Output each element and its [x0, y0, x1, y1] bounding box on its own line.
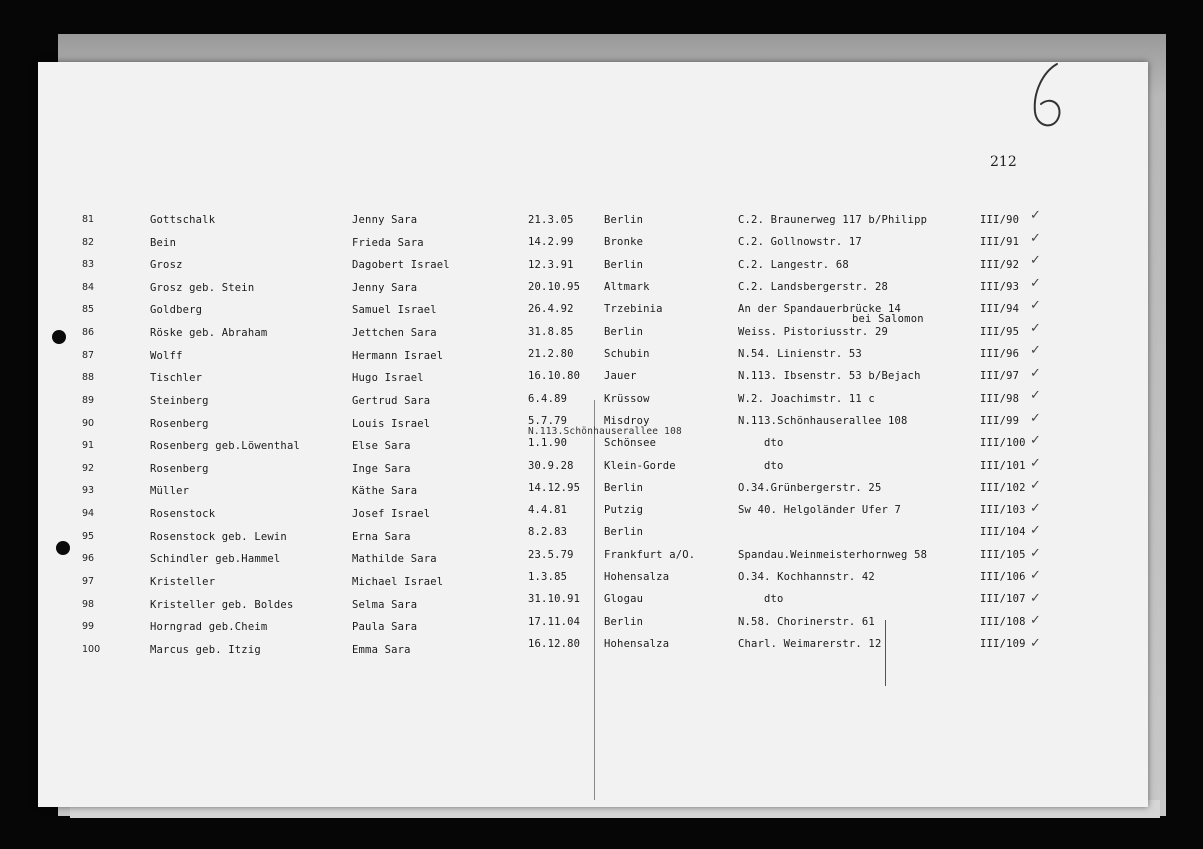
reference-number: III/100	[980, 437, 1026, 450]
address: An der Spandauerbrücke 14	[738, 303, 902, 316]
entry-number: 87	[82, 349, 95, 361]
surname: Rosenberg	[150, 462, 209, 475]
birth-date: 14.12.95	[528, 481, 581, 494]
given-names: Jenny Sara	[352, 214, 418, 226]
given-names: Emma Sara	[352, 643, 411, 656]
birth-date: 8.2.83	[528, 526, 568, 539]
birthplace: Glogau	[604, 593, 644, 606]
address: O.34. Kochhannstr. 42	[738, 571, 875, 584]
reference-number: III/104	[980, 526, 1026, 539]
birth-date: 1.1.90	[528, 437, 568, 450]
check-mark-icon: ✓	[1030, 253, 1041, 268]
birth-date: 1.3.85	[528, 571, 568, 584]
address: Charl. Weimarerstr. 12	[738, 638, 882, 651]
birthplace: Hohensalza	[604, 638, 670, 651]
birth-date: 16.12.80	[528, 638, 581, 651]
address: C.2. Gollnowstr. 17	[738, 236, 862, 249]
reference-number: III/103	[980, 504, 1026, 517]
reference-number: III/101	[980, 459, 1026, 472]
given-names: Frieda Sara	[352, 236, 424, 249]
entry-number: 86	[82, 327, 95, 339]
birthplace: Berlin	[604, 214, 644, 226]
reference-number: III/105	[980, 548, 1026, 561]
reference-number: III/91	[980, 236, 1020, 249]
check-mark-icon: ✓	[1030, 298, 1041, 313]
reference-number: III/93	[980, 280, 1020, 293]
surname: Rosenberg	[150, 417, 209, 430]
address-extra: bei Salomon	[852, 313, 924, 325]
entry-number: 89	[82, 394, 95, 406]
birthplace: Schönsee	[604, 437, 657, 450]
address: C.2. Braunerweg 117 b/Philipp	[738, 214, 928, 226]
entry-number: 91	[82, 440, 95, 452]
birthplace: Putzig	[604, 504, 644, 517]
check-mark-icon: ✓	[1030, 545, 1041, 561]
birth-date: 21.2.80	[528, 347, 574, 360]
birth-date: 31.10.91	[528, 593, 581, 606]
birth-date: 5.7.79	[528, 414, 568, 427]
surname: Bein	[150, 236, 177, 249]
address: N.54. Linienstr. 53	[738, 347, 862, 360]
surname: Gottschalk	[150, 214, 216, 226]
given-names: Inge Sara	[352, 462, 411, 475]
check-mark-icon: ✓	[1030, 320, 1041, 336]
entry-number: 94	[82, 508, 95, 520]
reference-number: III/102	[980, 481, 1026, 494]
check-mark-icon: ✓	[1030, 613, 1041, 628]
reference-number: III/95	[980, 325, 1020, 338]
birth-date: 4.4.81	[528, 504, 568, 517]
check-mark-icon: ✓	[1030, 568, 1041, 583]
birthplace: Berlin	[604, 325, 644, 338]
surname: Grosz geb. Stein	[150, 281, 255, 294]
check-mark-icon: ✓	[1030, 590, 1041, 606]
entry-number: 100	[82, 643, 101, 655]
birthplace: Hohensalza	[604, 571, 670, 584]
entry-number: 96	[82, 553, 95, 565]
check-mark-icon: ✓	[1030, 500, 1041, 516]
surname: Tischler	[150, 372, 203, 385]
entry-number: 85	[82, 304, 95, 316]
birth-date: 31.8.85	[528, 325, 574, 338]
punch-hole-lower	[56, 541, 70, 555]
birth-date: 20.10.95	[528, 280, 581, 293]
check-mark-icon: ✓	[1030, 478, 1041, 493]
entry-number: 93	[82, 485, 95, 497]
birthplace: Berlin	[604, 526, 644, 539]
given-names: Jenny Sara	[352, 281, 418, 294]
check-mark-icon: ✓	[1030, 388, 1041, 403]
birth-date: 30.9.28	[528, 459, 574, 472]
punch-hole-upper	[52, 330, 66, 344]
reference-number: III/107	[980, 593, 1026, 606]
birthplace: Misdroy	[604, 414, 650, 427]
given-names: Hermann Israel	[352, 349, 444, 362]
check-mark-icon: ✓	[1030, 410, 1041, 426]
birth-date: 14.2.99	[528, 236, 574, 249]
birthplace: Berlin	[604, 615, 644, 628]
reference-number: III/106	[980, 571, 1026, 584]
surname: Rosenstock geb. Lewin	[150, 530, 287, 543]
overtyped-address: N.113.Schönhauserallee 108	[528, 425, 682, 437]
address: dto	[764, 459, 784, 472]
birthplace: Trzebinia	[604, 303, 663, 316]
birth-date: 12.3.91	[528, 258, 574, 271]
birth-date: 16.10.80	[528, 370, 581, 383]
birth-date: 23.5.79	[528, 548, 574, 561]
surname: Wolff	[150, 349, 183, 362]
reference-number: III/108	[980, 615, 1026, 628]
check-mark-icon: ✓	[1030, 365, 1041, 381]
column-rule	[885, 620, 886, 686]
birthplace: Jauer	[604, 370, 637, 383]
birthplace: Berlin	[604, 258, 644, 271]
given-names: Else Sara	[352, 440, 411, 453]
birthplace: Schubin	[604, 347, 650, 360]
given-names: Dagobert Israel	[352, 259, 450, 272]
birthplace: Frankfurt a/O.	[604, 548, 696, 561]
address: N.113. Ibsenstr. 53 b/Bejach	[738, 370, 921, 383]
birthplace: Altmark	[604, 280, 650, 293]
page-number: 212	[990, 154, 1017, 170]
given-names: Paula Sara	[352, 621, 418, 634]
given-names: Erna Sara	[352, 530, 411, 543]
given-names: Mathilde Sara	[352, 553, 437, 566]
reference-number: III/96	[980, 347, 1020, 360]
entry-number: 95	[82, 530, 95, 542]
folio-mark	[1025, 58, 1075, 138]
entry-number: 99	[82, 621, 95, 633]
surname: Müller	[150, 485, 190, 498]
entry-number: 82	[82, 236, 95, 248]
address: Sw 40. Helgoländer Ufer 7	[738, 504, 902, 517]
surname: Rosenberg geb.Löwenthal	[150, 440, 300, 453]
surname: Kristeller geb. Boldes	[150, 598, 294, 611]
given-names: Hugo Israel	[352, 372, 424, 385]
entry-number: 81	[82, 214, 95, 225]
surname: Grosz	[150, 259, 183, 272]
address: dto	[764, 593, 784, 606]
address: C.2. Langestr. 68	[738, 258, 849, 271]
surname: Marcus geb. Itzig	[150, 643, 261, 656]
check-mark-icon: ✓	[1030, 275, 1041, 291]
entry-number: 98	[82, 598, 95, 610]
reference-number: III/94	[980, 303, 1020, 316]
reference-number: III/109	[980, 638, 1026, 651]
address: Weiss. Pistoriusstr. 29	[738, 325, 888, 338]
surname: Schindler geb.Hammel	[150, 553, 281, 566]
entry-number: 90	[82, 417, 95, 429]
given-names: Gertrud Sara	[352, 394, 431, 407]
address: N.58. Chorinerstr. 61	[738, 615, 875, 628]
check-mark-icon: ✓	[1030, 433, 1041, 448]
surname: Goldberg	[150, 304, 203, 317]
birth-date: 17.11.04	[528, 615, 581, 628]
given-names: Käthe Sara	[352, 485, 418, 498]
entry-number: 97	[82, 575, 95, 587]
birthplace: Bronke	[604, 236, 644, 249]
check-mark-icon: ✓	[1030, 343, 1041, 358]
address: O.34.Grünbergerstr. 25	[738, 481, 882, 494]
check-mark-icon: ✓	[1030, 455, 1041, 471]
address: C.2. Landsbergerstr. 28	[738, 280, 888, 293]
entry-number: 83	[82, 259, 95, 271]
given-names: Jettchen Sara	[352, 327, 437, 340]
check-mark-icon: ✓	[1030, 635, 1041, 651]
surname: Kristeller	[150, 575, 216, 588]
surname: Steinberg	[150, 394, 209, 407]
given-names: Michael Israel	[352, 575, 444, 588]
reference-number: III/99	[980, 414, 1020, 427]
birthplace: Berlin	[604, 481, 644, 494]
surname: Röske geb. Abraham	[150, 327, 268, 340]
given-names: Selma Sara	[352, 598, 418, 611]
entry-number: 88	[82, 372, 95, 384]
birth-date: 21.3.05	[528, 214, 574, 226]
entry-number: 92	[82, 462, 95, 474]
address: W.2. Joachimstr. 11 c	[738, 392, 875, 405]
given-names: Samuel Israel	[352, 304, 437, 317]
entry-number: 84	[82, 281, 95, 293]
address: N.113.Schönhauserallee 108	[738, 414, 908, 427]
address: dto	[764, 437, 784, 450]
given-names: Josef Israel	[352, 508, 431, 521]
surname: Horngrad geb.Cheim	[150, 621, 268, 634]
folio-text	[1040, 70, 1041, 71]
given-names: Louis Israel	[352, 417, 431, 430]
reference-number: III/90	[980, 214, 1020, 226]
column-rule	[594, 400, 595, 800]
reference-number: III/92	[980, 258, 1020, 271]
check-mark-icon: ✓	[1030, 230, 1041, 246]
birthplace: Klein-Gorde	[604, 459, 676, 472]
address: Spandau.Weinmeisterhornweg 58	[738, 548, 928, 561]
reference-number: III/98	[980, 392, 1020, 405]
surname: Rosenstock	[150, 508, 216, 521]
reference-number: III/97	[980, 370, 1020, 383]
birth-date: 6.4.89	[528, 392, 568, 405]
check-mark-icon: ✓	[1030, 208, 1041, 223]
birth-date: 26.4.92	[528, 303, 574, 316]
birthplace: Krüssow	[604, 392, 650, 405]
check-mark-icon: ✓	[1030, 523, 1041, 538]
